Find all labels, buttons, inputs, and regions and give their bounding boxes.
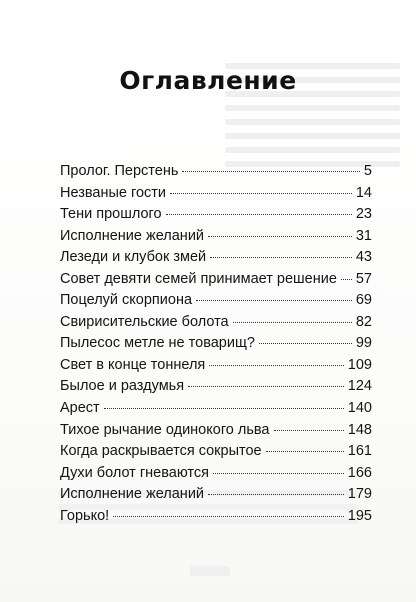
toc-entry-page-number: 14 bbox=[355, 184, 372, 201]
toc-entry[interactable] bbox=[60, 508, 372, 530]
toc-entry-title: Арест bbox=[60, 400, 100, 417]
toc-entry[interactable] bbox=[60, 443, 372, 465]
toc-entry[interactable] bbox=[60, 228, 372, 250]
dot-leader bbox=[182, 171, 360, 172]
dot-leader bbox=[104, 408, 344, 409]
toc-entry-title: Поцелуй скорпиона bbox=[60, 292, 193, 309]
toc-entry-title: Исполнение желаний bbox=[60, 486, 205, 503]
toc-entry[interactable] bbox=[60, 465, 372, 487]
dot-leader bbox=[196, 300, 352, 301]
dot-leader bbox=[113, 516, 344, 517]
toc-entry[interactable] bbox=[60, 163, 372, 185]
dot-leader bbox=[209, 365, 344, 366]
show-through-line bbox=[225, 128, 400, 142]
toc-entry-title: Тихое рычание одинокого льва bbox=[60, 421, 270, 438]
toc-entry[interactable] bbox=[60, 335, 372, 357]
toc-entry-page-number: 31 bbox=[355, 227, 372, 244]
toc-entry-page-number: 109 bbox=[347, 356, 372, 373]
toc-entry-title: Когда раскрывается сокрытое bbox=[60, 443, 262, 460]
dot-leader bbox=[341, 279, 352, 280]
toc-entry-page-number: 124 bbox=[347, 378, 372, 395]
toc-entry-title: Былое и раздумья bbox=[60, 378, 185, 395]
toc-entry-title: Исполнение желаний bbox=[60, 227, 205, 244]
dot-leader bbox=[213, 473, 344, 474]
dot-leader bbox=[210, 257, 352, 258]
toc-entry-title: Пылесос метле не товарищ? bbox=[60, 335, 255, 352]
toc-entry-page-number: 23 bbox=[355, 206, 372, 223]
toc-entry-page-number: 43 bbox=[355, 249, 372, 266]
toc-entry-page-number: 140 bbox=[347, 400, 372, 417]
toc-entry-title: Свирисительские болота bbox=[60, 313, 229, 330]
dot-leader bbox=[274, 430, 344, 431]
toc-entry-page-number: 148 bbox=[347, 421, 372, 438]
toc-entry-title: Тени прошлого bbox=[60, 206, 162, 223]
toc-entry[interactable] bbox=[60, 422, 372, 444]
dot-leader bbox=[266, 451, 344, 452]
dot-leader bbox=[259, 343, 352, 344]
toc-entry-page-number: 69 bbox=[355, 292, 372, 309]
dot-leader bbox=[233, 322, 352, 323]
toc-entry-page-number: 195 bbox=[347, 507, 372, 524]
toc-entry-title: Горько! bbox=[60, 507, 110, 524]
toc-entry[interactable] bbox=[60, 292, 372, 314]
show-through-page-number bbox=[190, 566, 230, 576]
table-of-contents bbox=[60, 163, 372, 529]
toc-entry-page-number: 82 bbox=[355, 313, 372, 330]
show-through-line bbox=[225, 142, 400, 156]
toc-entry[interactable] bbox=[60, 185, 372, 207]
dot-leader bbox=[208, 494, 344, 495]
toc-entry-page-number: 166 bbox=[347, 464, 372, 481]
toc-entry-title: Совет девяти семей принимает решение bbox=[60, 270, 337, 287]
dot-leader bbox=[170, 193, 352, 194]
dot-leader bbox=[208, 236, 352, 237]
toc-entry-title: Лезеди и клубок змей bbox=[60, 249, 207, 266]
toc-entry-title: Незваные гости bbox=[60, 184, 167, 201]
toc-entry-title: Пролог. Перстень bbox=[60, 163, 179, 179]
toc-entry[interactable] bbox=[60, 486, 372, 508]
toc-entry[interactable] bbox=[60, 271, 372, 293]
toc-entry-page-number: 57 bbox=[355, 270, 372, 287]
toc-entry[interactable] bbox=[60, 357, 372, 379]
toc-entry-title: Свет в конце тоннеля bbox=[60, 356, 206, 373]
show-through-line bbox=[225, 114, 400, 128]
dot-leader bbox=[166, 214, 352, 215]
toc-entry-page-number: 161 bbox=[347, 443, 372, 460]
page-title: Оглавление bbox=[119, 66, 297, 95]
toc-entry[interactable] bbox=[60, 249, 372, 271]
toc-entry[interactable] bbox=[60, 378, 372, 400]
toc-entry-page-number: 5 bbox=[363, 163, 372, 179]
toc-entry[interactable] bbox=[60, 314, 372, 336]
toc-entry[interactable] bbox=[60, 206, 372, 228]
dot-leader bbox=[188, 386, 344, 387]
show-through-line bbox=[225, 100, 400, 114]
toc-entry-page-number: 179 bbox=[347, 486, 372, 503]
toc-entry[interactable] bbox=[60, 400, 372, 422]
toc-entry-page-number: 99 bbox=[355, 335, 372, 352]
toc-entry-title: Духи болот гневаются bbox=[60, 464, 209, 481]
